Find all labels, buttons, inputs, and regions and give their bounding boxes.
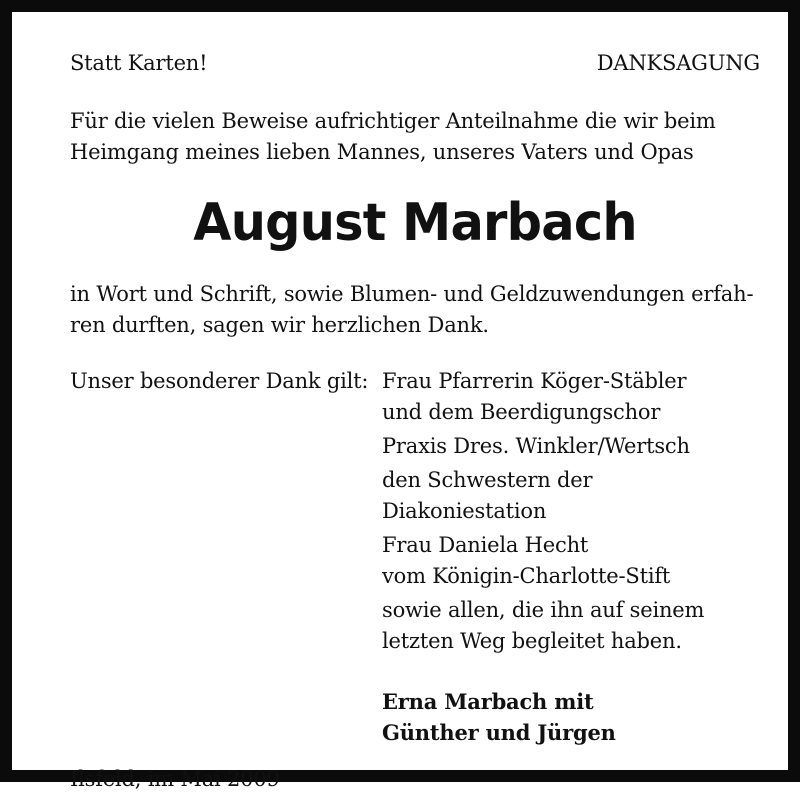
special-thanks-group [382, 530, 760, 592]
special-thanks-line: letzten Weg begleitet haben. [382, 629, 682, 653]
special-thanks-group [382, 595, 760, 657]
signature-line: Erna Marbach mit [382, 689, 594, 714]
special-thanks-line: Praxis Dres. Winkler/Wertsch [382, 434, 690, 458]
thanks-paragraph [70, 279, 760, 341]
special-thanks-line: und dem Beerdigungschor [382, 400, 661, 424]
intro-paragraph [70, 106, 760, 168]
special-thanks-list [382, 366, 760, 660]
special-thanks-group [382, 366, 760, 428]
special-thanks-line: den Schwestern der [382, 468, 593, 492]
intro-line: Heimgang meines lieben Mannes, unseres Vaters und Opas [70, 140, 694, 164]
header-right-text: DANKSAGUNG [596, 51, 760, 75]
notice-header [70, 48, 760, 79]
intro-line: Für die vielen Beweise aufrichtiger Anteilnahme die wir beim [70, 109, 716, 133]
special-thanks-label: Unser besonderer Dank gilt: [70, 369, 369, 393]
special-thanks-line: vom Königin-Charlotte-Stift [382, 564, 671, 588]
signature-line: Günther und Jürgen [382, 720, 616, 745]
signature-block [382, 686, 760, 748]
thanks-line: in Wort und Schrift, sowie Blumen- und Geldzuwendungen erfah- [70, 282, 754, 306]
deceased-name: August Marbach [193, 193, 637, 253]
special-thanks-line: sowie allen, die ihn auf seinem [382, 598, 705, 622]
special-thanks-group [382, 465, 760, 527]
closing-place-date: Ilsfeld, im Mai 2009 [70, 767, 280, 791]
special-thanks-line: Frau Daniela Hecht [382, 533, 589, 557]
special-thanks-line: Diakoniestation [382, 499, 547, 523]
special-thanks-group [382, 431, 760, 462]
header-left-text: Statt Karten! [70, 51, 208, 75]
notice-content [70, 48, 760, 795]
special-thanks-section [70, 366, 760, 660]
special-thanks-line: Frau Pfarrerin Köger-Stäbler [382, 369, 687, 393]
thanks-line: ren durften, sagen wir herzlichen Dank. [70, 313, 489, 337]
